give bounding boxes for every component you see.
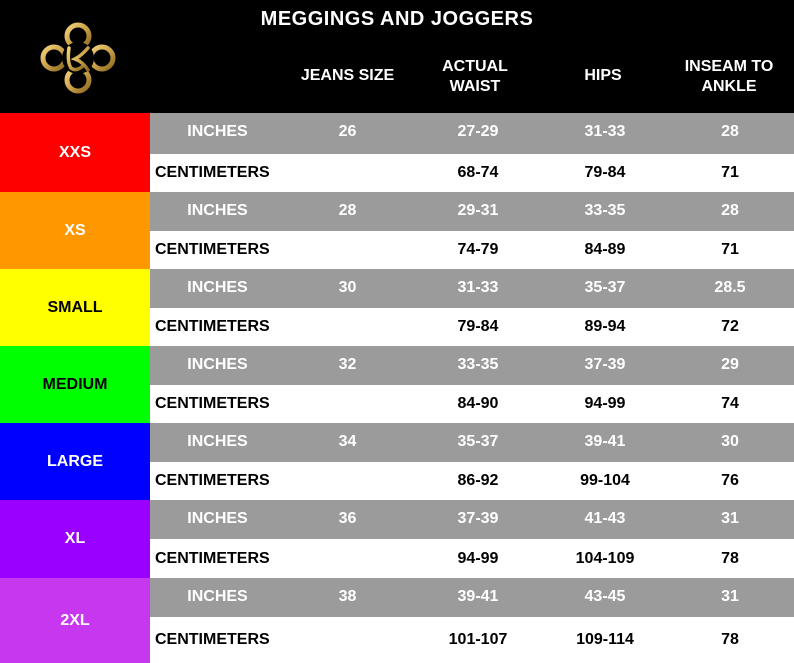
cell-unit: CENTIMETERS [155, 164, 270, 181]
cell-jeans: 26 [338, 123, 357, 140]
cell-inseam: 71 [721, 241, 739, 258]
inches-row [150, 500, 794, 539]
cell-unit: INCHES [187, 356, 248, 373]
col-header-inseam-line2: ANKLE [701, 78, 757, 95]
cell-waist: 39-41 [457, 588, 499, 605]
inches-row [150, 192, 794, 231]
cell-hips: 33-35 [584, 202, 626, 219]
cell-inseam: 28 [721, 202, 739, 219]
size-label: LARGE [0, 423, 150, 500]
cell-inseam: 29 [721, 356, 739, 373]
cell-unit: CENTIMETERS [155, 631, 270, 648]
cell-waist: 86-92 [457, 472, 499, 489]
cell-waist: 74-79 [457, 241, 499, 258]
cell-hips: 41-43 [584, 510, 626, 527]
inches-row [150, 423, 794, 462]
cell-hips: 31-33 [584, 123, 626, 140]
cell-waist: 94-99 [457, 549, 499, 567]
cell-hips: 84-89 [584, 241, 626, 258]
cell-hips: 37-39 [584, 356, 626, 373]
chart-header [0, 0, 794, 113]
size-label: 2XL [0, 578, 150, 663]
cell-unit: CENTIMETERS [155, 549, 270, 567]
cell-jeans: 28 [338, 202, 357, 219]
cell-waist: 84-90 [457, 395, 499, 412]
size-label: XXS [0, 113, 150, 192]
cell-waist: 37-39 [457, 510, 499, 527]
size-label: XS [0, 192, 150, 269]
cell-inseam: 72 [721, 318, 739, 335]
cell-unit: INCHES [187, 202, 248, 219]
gold-lk-monogram-icon [38, 22, 118, 94]
col-header-waist-line2: WAIST [449, 78, 501, 95]
cell-inseam: 30 [721, 433, 739, 450]
cell-hips: 79-84 [584, 164, 626, 181]
centimeters-row [150, 231, 794, 269]
cell-waist: 68-74 [457, 164, 499, 181]
inches-row [150, 113, 794, 154]
cell-inseam: 78 [721, 631, 739, 648]
inches-row [150, 269, 794, 308]
cell-waist: 29-31 [457, 202, 499, 219]
cell-unit: CENTIMETERS [155, 472, 270, 489]
cell-unit: INCHES [187, 279, 248, 296]
cell-hips: 109-114 [576, 631, 634, 648]
cell-inseam: 71 [721, 164, 739, 181]
cell-hips: 104-109 [575, 549, 635, 567]
cell-inseam: 76 [721, 472, 739, 489]
cell-waist: 35-37 [457, 433, 499, 450]
cell-jeans: 36 [338, 510, 357, 527]
cell-hips: 89-94 [584, 318, 626, 335]
cell-jeans: 34 [338, 433, 357, 450]
cell-unit: INCHES [187, 123, 248, 140]
inches-row [150, 346, 794, 385]
cell-waist: 33-35 [457, 356, 499, 373]
col-header-jeans-size: JEANS SIZE [300, 67, 395, 84]
cell-unit: CENTIMETERS [155, 318, 270, 335]
centimeters-row [150, 462, 794, 500]
cell-waist: 27-29 [457, 123, 499, 140]
chart-title: MEGGINGS AND JOGGERS [260, 8, 534, 30]
centimeters-row [150, 154, 794, 192]
cell-hips: 43-45 [584, 588, 626, 605]
cell-inseam: 28.5 [714, 279, 746, 296]
centimeters-row [150, 617, 794, 663]
cell-unit: INCHES [187, 433, 248, 450]
inches-row [150, 578, 794, 617]
cell-inseam: 31 [721, 510, 739, 527]
cell-waist: 31-33 [457, 279, 499, 296]
col-header-waist-line1: ACTUAL [442, 58, 508, 75]
col-header-hips: HIPS [584, 67, 622, 84]
centimeters-row [150, 539, 794, 578]
cell-unit: CENTIMETERS [155, 241, 270, 258]
col-header-inseam-line1: INSEAM TO [684, 58, 774, 75]
centimeters-row [150, 385, 794, 423]
size-label: XL [0, 500, 150, 578]
cell-unit: INCHES [187, 510, 248, 527]
cell-inseam: 31 [721, 588, 739, 605]
cell-hips: 99-104 [580, 472, 630, 489]
cell-hips: 94-99 [584, 395, 626, 412]
cell-inseam: 78 [721, 549, 739, 567]
cell-jeans: 30 [338, 279, 357, 296]
cell-jeans: 32 [338, 356, 357, 373]
cell-inseam: 74 [721, 395, 739, 412]
col-header-inseam [668, 57, 790, 97]
size-label: MEDIUM [0, 346, 150, 423]
cell-jeans: 38 [338, 588, 357, 605]
cell-waist: 79-84 [457, 318, 499, 335]
cell-hips: 35-37 [584, 279, 626, 296]
cell-unit: CENTIMETERS [155, 395, 270, 412]
centimeters-row [150, 308, 794, 346]
cell-waist: 101-107 [448, 631, 508, 648]
cell-unit: INCHES [187, 588, 248, 605]
col-header-actual-waist [420, 57, 530, 97]
cell-inseam: 28 [721, 123, 739, 140]
cell-hips: 39-41 [584, 433, 626, 450]
size-label: SMALL [0, 269, 150, 346]
